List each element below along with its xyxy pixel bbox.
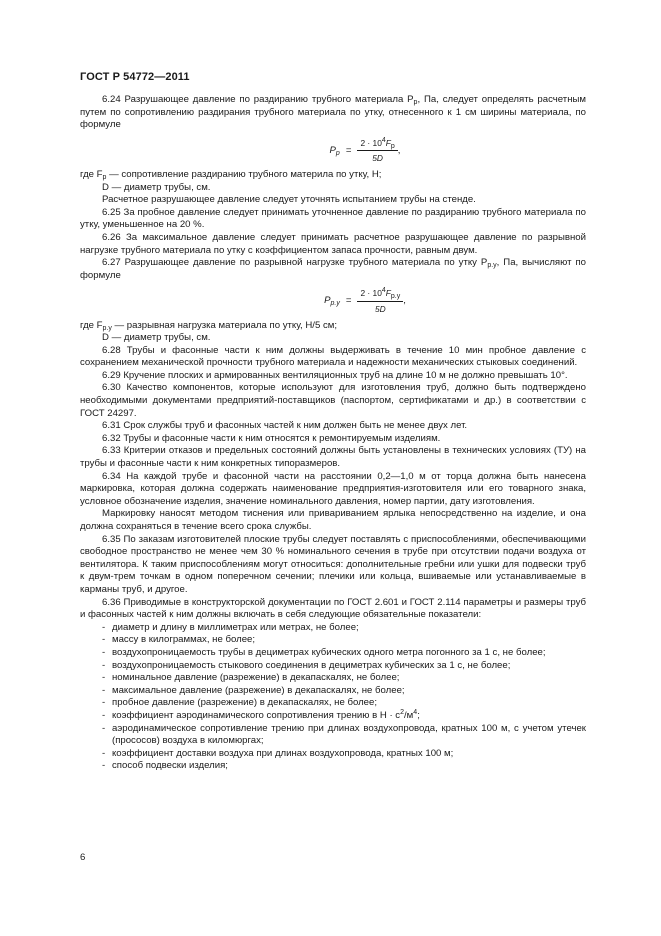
list-item: - номинальное давление (разрежение) в декапаскалях, не более; [102,672,586,685]
list-item: - пробное давление (разрежение) в декапаскалях, не более; [102,697,586,710]
list-item-coefficient [102,710,586,723]
numerator-exp: 4 [381,287,386,295]
formula-denominator: 5D [372,153,383,164]
paragraph-5: 6.33 Критерии отказов и предельных состояний должны быть установлены в технических условиях (ТУ) на трубы и фасонные части к ним конкретных типоразмеров. [80,445,586,470]
numerator-coef: 2 · 10 [360,137,382,148]
paragraphs-6-25-6-26 [80,194,586,257]
subscript: р [413,99,418,106]
paragraph-2: 6.26 За максимальное давление следует принимать расчетное разрушающее давление по разрывной нагрузке трубного материала по утку с коэффициентом запаса прочности, равным двум. [80,231,586,256]
where-f-tensile [80,320,586,333]
formula-burst-pressure-tensile [144,287,586,315]
paragraph-6: 6.34 На каждой трубе и фасонной части на расстоянии 0,2—1,0 м от торца должна быть нанесена маркировка, которая должна содержать наименование предприятия-изготовителя или его товарного знака, условное обозначение изделия, значение номинального давления, номер партии, дату изготовления. [80,470,586,507]
paragraph-0: Расчетное разрушающее давление следует уточнять испытанием трубы на стенде. [102,194,476,206]
paragraph-1: 6.29 Кручение плоских и армированных вентиляционных труб на длине 10 м не должно превышать 10°. [102,369,568,381]
paragraph-0: 6.28 Трубы и фасонные части к ним должны выдерживать в течение 10 мин пробное давление с сохранением механической прочности трубного материала и надежности механических стыковых соединений. [80,344,586,369]
paragraph-1: 6.25 За пробное давление следует принимать уточненное давление по раздиранию трубного материала по утку, уменьшенное на 20 %. [80,206,586,231]
formula-numerator [357,137,397,152]
paragraph-4: 6.32 Трубы и фасонные части к ним относятся к ремонтируемым изделиям. [102,432,441,444]
where-text: — сопротивление раздиранию трубного материла по утку, Н; [106,168,382,180]
formula-lhs-subscript: р.у [330,300,340,308]
where-subscript: р [102,173,107,181]
list-item: - коэффициент доставки воздуха при длинах воздухопровода, кратных 100 м; [102,748,586,761]
numerator-coef: 2 · 10 [360,288,382,299]
required-parameters-list-coef [80,710,586,723]
formula-lhs [324,295,340,308]
formula-tail: , [397,144,401,156]
where-d-1: D — диаметр трубы, см. [102,181,211,193]
paragraph-6-27 [80,257,586,282]
paragraph-7: Маркировку наносят методом тиснения или привариванием ярлыка непосредственно на изделие, и она должна сохраняться в течение всего срока службы. [80,508,586,532]
numerator-exp: 4 [381,136,386,144]
numerator-var: F [385,137,391,148]
list-item: - максимальное давление (разрежение) в декапаскалях, не более; [102,685,586,698]
paragraph-text-rest: , Па, следует определять расчетным путем по сопротивлению раздирания трубного материала по утку, отнесенного к 1 см ширины материала, по формуле [80,94,586,131]
coef-end: ; [417,709,420,721]
where-d-2: D — диаметр трубы, см. [102,332,211,344]
formula-burst-pressure-tear [144,137,586,165]
required-parameters-list-tail [80,723,586,773]
paragraph-text-rest: , Па, вычисляют по формуле [80,257,586,281]
paragraph-text: 6.27 Разрушающее давление по разрывной нагрузке трубного материала по утку P [102,257,488,269]
paragraph-3: 6.31 Срок службы труб и фасонных частей к ним должен быть не менее двух лет. [102,420,468,432]
formula-tail: , [403,295,406,307]
formula-denominator: 5D [374,303,386,314]
paragraph-9: 6.36 Приводимые в конструкторской документации по ГОСТ 2.601 и ГОСТ 2.114 параметры и размеры труб и фасонных частей к ним должны включать в себя следующие обязательные показатели: [80,596,586,621]
numerator-var: F [385,288,391,299]
where-text: — разрывная нагрузка материала по утку, Н/5 см; [111,319,338,331]
where-prefix: где F [80,168,103,180]
list-item: - аэродинамическое сопротивление трению при длинах воздухопровода, кратных 100 м, с учетом утечек (прососов) воздуха в киломюргах; [102,723,586,748]
list-item: - способ подвески изделия; [102,760,586,773]
numerator-sub: р.у [390,293,401,301]
formula-fraction [357,287,403,315]
coef-sup-1: 2 [400,708,405,716]
formula-lhs-symbol: P [324,295,331,307]
formula-equals: = [345,144,352,156]
paragraph-2: 6.30 Качество компонентов, которые используют для изготовления труб, должно быть подтверждено необходимыми документами предприятий-поставщиков (паспортом, сертификатами и др.) в соответствии с ГОСТ 24297. [80,382,586,419]
subscript: р.у [487,262,497,270]
coef-sup-2: 4 [413,708,418,716]
list-item: - воздухопроницаемость стыкового соединения в дециметрах кубических за 1 с, не более; [102,660,586,673]
formula-numerator [357,287,403,302]
list-item: - воздухопроницаемость трубы в дециметрах кубических одного метра погонного за 1 с, не более; [102,647,586,660]
formula-fraction [357,137,397,165]
numerator-sub: р [390,142,395,150]
paragraph-8: 6.35 По заказам изготовителей плоские трубы следует поставлять с приспособлениями, обеспечивающими свободное пространство не менее чем 30 % номинального сечения в трубе при отсутствии подачи воздуха от вентилятора. К таким приспособлениям могут относиться: дополнительные гребни или ушки для подвески труб к двум-трем точкам в одном поперечном сечении; плечики или кольца, вшиваемые или устанавливаемые в карманы труб, и другое. [80,533,586,595]
coef-text: коэффициент аэродинамического сопротивления трению в Н · с [112,709,401,721]
page-number: 6 [80,852,86,863]
paragraph-6-24 [80,94,586,132]
paragraph-text: 6.24 Разрушающее давление по раздиранию трубного материала P [102,94,414,105]
formula-lhs [330,145,340,158]
document-header: ГОСТ Р 54772—2011 [80,71,190,83]
coef-unit: /м [404,709,414,721]
where-subscript: р.у [102,324,112,332]
list-item: - диаметр и длину в миллиметрах или метрах, не более; [102,622,586,635]
formula-lhs-subscript: р [335,149,340,157]
required-parameters-list [80,622,586,710]
where-f-tear [80,169,586,182]
list-item: - массу в килограммах, не более; [102,634,586,647]
document-body [80,94,586,773]
formula-equals: = [345,295,352,307]
paragraphs-6-28-6-36 [80,345,586,622]
formula-lhs-symbol: P [329,144,336,156]
where-prefix: где F [80,319,103,331]
